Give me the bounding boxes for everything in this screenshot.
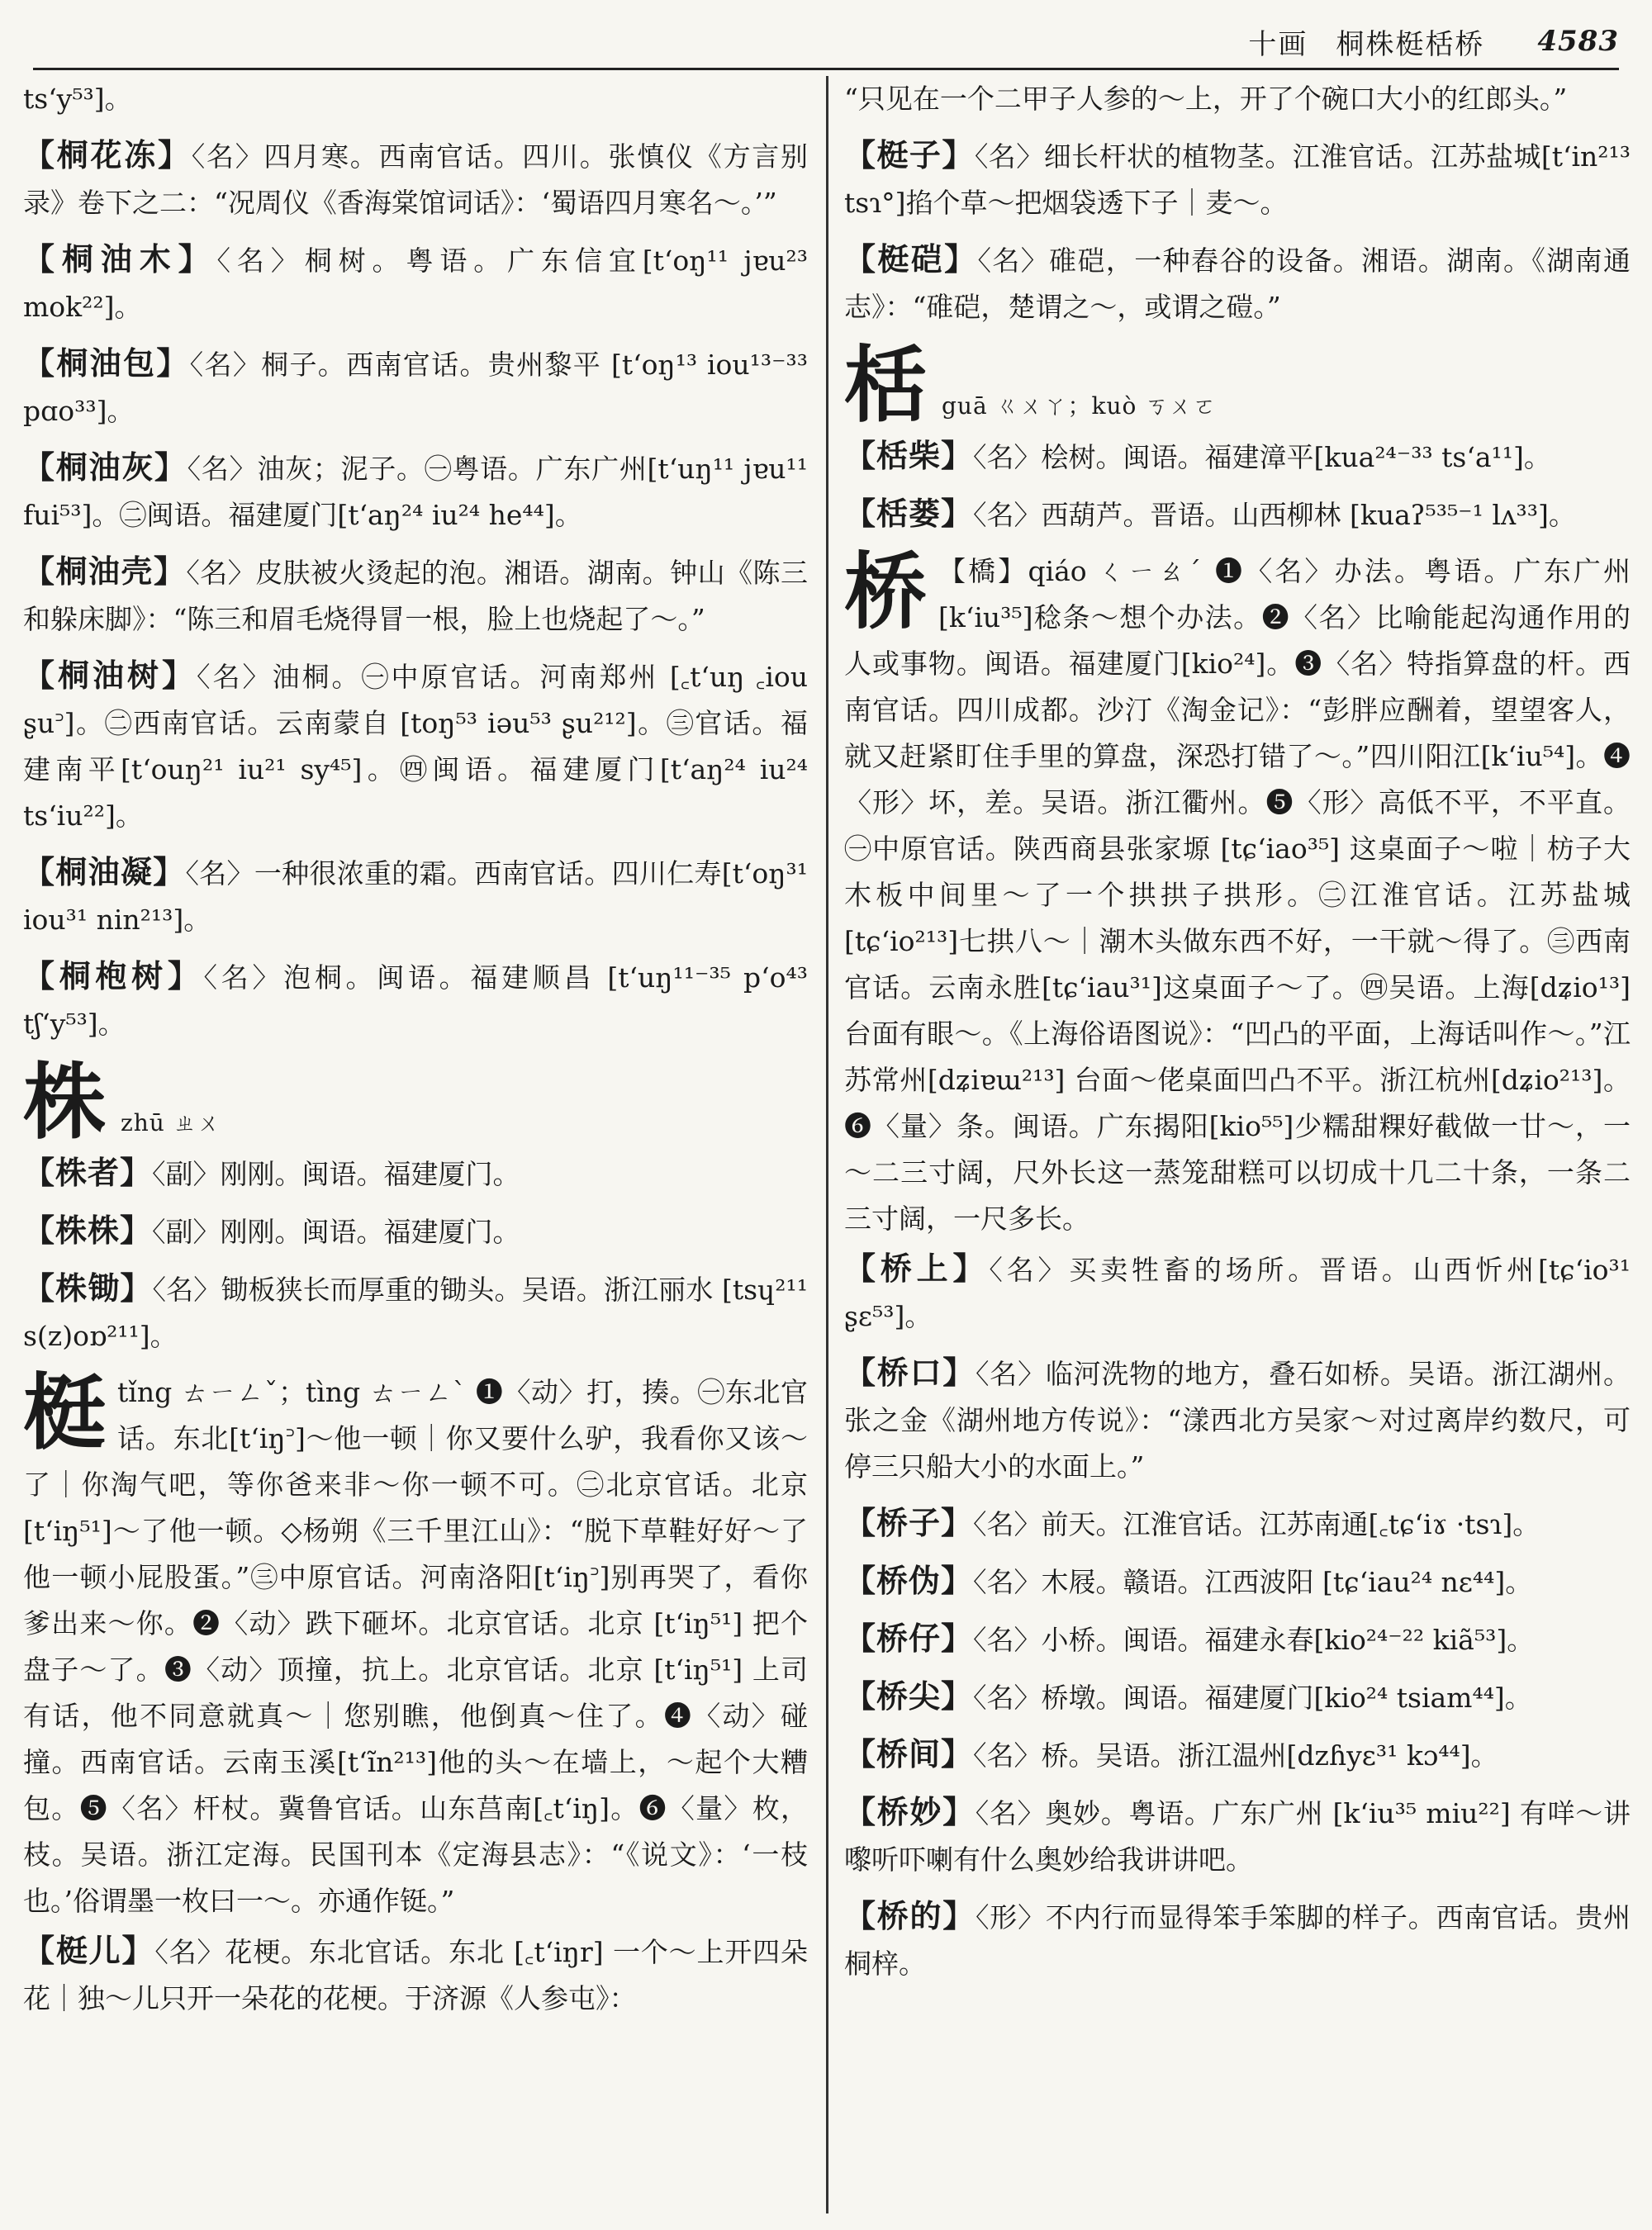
entry-lemma: 【桐油树】	[23, 657, 197, 694]
entry-qiao-de	[844, 1893, 1631, 1987]
entry-lemma: 【梃儿】	[23, 1932, 155, 1969]
entry-tong-you-hui	[23, 444, 808, 539]
entry-definition: 〈形〉不内行而显得笨手笨脚的样子。西南官话。贵州桐梓。	[844, 1901, 1631, 1980]
entry-ting-er	[23, 1928, 808, 2022]
entry-lemma: 【桥仔】	[844, 1620, 974, 1657]
entry-lemma: 【栝柴】	[844, 437, 974, 474]
continuation-text: “只见在一个二甲子人参的～上，开了个碗口大小的红郎头。”	[844, 83, 1568, 115]
headword-pronunciation: zhū ㄓㄨ	[121, 1109, 221, 1136]
entry-gua-chai	[844, 433, 1631, 481]
entry-lemma: 【桥口】	[844, 1354, 976, 1391]
entry-qiao-shang	[844, 1245, 1631, 1340]
continuation-text: ts‘y⁵³]。	[23, 83, 132, 115]
entry-definition: 〈名〉前天。江淮官话。江苏南通[꜀tɕ‘iɤ ·tsɿ]。	[973, 1508, 1540, 1540]
left-column	[23, 76, 808, 2210]
headword-ting	[23, 1364, 808, 1924]
entry-definition: 〈名〉桐子。西南官话。贵州黎平 [t‘oŋ¹³ iou¹³⁻³³ pɑo³³]。	[23, 349, 808, 427]
entry-zhu-zhu	[23, 1208, 808, 1255]
entry-lemma: 【桐油灰】	[23, 448, 188, 486]
entry-definition: 〈名〉一种很浓重的霜。西南官话。四川仁寿[t‘oŋ³¹ iou³¹ nin²¹³]。	[23, 857, 808, 936]
running-header	[33, 17, 1619, 66]
headword-character: 株	[23, 1053, 106, 1151]
entry-lemma: 【株者】	[23, 1154, 153, 1191]
entry-definition: 〈名〉皮肤被火烫起的泡。湘语。湖南。钟山《陈三和躲床脚》：“陈三和眉毛烧得冒一根，脸上也烧起了～。”	[23, 557, 808, 635]
entry-qiao-miao	[844, 1789, 1631, 1883]
entry-zhu-zhe	[23, 1150, 808, 1198]
entry-lemma: 【桐枹树】	[23, 957, 204, 994]
entry-definition: 〈名〉桥墩。闽语。福建厦门[kio²⁴ tsiam⁴⁴]。	[973, 1682, 1532, 1714]
entry-lemma: 【桥尖】	[844, 1677, 974, 1715]
headword-zhu	[23, 1053, 808, 1151]
entry-lemma: 【桐油凝】	[23, 853, 186, 890]
entry-qiao-kou	[844, 1350, 1631, 1490]
headword-pronunciation: guā ㄍㄨㄚ；kuò ㄎㄨㄛ	[942, 392, 1218, 420]
column-divider	[826, 76, 828, 2213]
headword-definition: 【橋】qiáo ㄑㄧㄠˊ ❶〈名〉办法。粤语。广东广州[k‘iu³⁵]稔条～想个办法。❷〈名〉比喻能起沟通作用的人或事物。闽语。福建厦门[kio²⁴]。❸〈名〉特指算盘的杆。西南官话。四川成都。沙汀《淘金记》：“彭胖应酬着，望望客人，就又赶紧盯住手里的算盘，深恐打错了～。”四川阳江[k‘iu⁵⁴]。❹〈形〉坏，差。吴语。浙江衢州。❺〈形〉高低不平，不平直。㊀中原官话。陕西商县张家塬 [tɕ‘iao³⁵] 这桌面子～啦｜枋子大木板中间里～了一个拱拱子拱形。㊁江淮官话。江苏盐城[tɕ‘io²¹³]七拱八～｜潮木头做东西不好，一干就～得了。㊂西南官话。云南永胜[tɕ‘iau³¹]这桌面子～了。㊃吴语。上海[dʑio¹³]台面有眼～。《上海俗语图说》：“凹凸的平面，上海话叫作～。”江苏常州[dʑiɐɯ²¹³] 台面～佬桌面凹凸不平。浙江杭州[dʑio²¹³]。❻〈量〉条。闽语。广东揭阳[kio⁵⁵]少糯甜粿好截做一廿～，一～二三寸阔，尺外长这一蒸笼甜糕可以切成十几二十条，一条二三寸阔，一尺多长。	[844, 555, 1631, 1235]
entry-lemma: 【梃硙】	[844, 240, 978, 278]
header-rule	[33, 68, 1619, 70]
entry-qiao-jian	[844, 1731, 1631, 1779]
entry-gua-lou	[844, 491, 1631, 539]
entry-definition: 〈名〉四月寒。西南官话。四川。张慎仪《方言别录》卷下之二：“况周仪《香海棠馆词话》：‘蜀语四月寒名～。’”	[23, 140, 808, 219]
entry-zhu-chu	[23, 1265, 808, 1359]
entry-lemma: 【桥妙】	[844, 1793, 976, 1830]
entry-definition: 〈名〉细长杆状的植物茎。江淮官话。江苏盐城[t‘in²¹³ tsɿ°]掐个草～把烟袋透下子｜麦～。	[844, 140, 1631, 219]
entry-definition: 〈名〉桥。吴语。浙江温州[dzɦyɛ³¹ kɔ⁴⁴]。	[973, 1739, 1498, 1772]
entry-definition: 〈名〉木屐。赣语。江西波阳 [tɕ‘iau²⁴ nɛ⁴⁴]。	[973, 1566, 1533, 1598]
entry-definition: 〈副〉刚刚。闽语。福建厦门。	[152, 1158, 520, 1190]
entry-tong-you-ning	[23, 849, 808, 943]
entry-lemma: 【桥间】	[844, 1735, 974, 1772]
entry-tong-you-ke	[23, 548, 808, 643]
entry-definition: 〈副〉刚刚。闽语。福建厦门。	[152, 1216, 520, 1248]
right-column	[844, 76, 1631, 2210]
entry-lemma: 【株锄】	[23, 1269, 153, 1307]
entry-qiao-jian-pier	[844, 1673, 1631, 1721]
entry-definition: 〈名〉桐树。粤语。广东信宜[t‘oŋ¹¹ jɐu²³ mok²²]。	[23, 244, 808, 323]
entry-lemma: 【桐油壳】	[23, 553, 187, 590]
entry-tong-pao-shu	[23, 953, 808, 1047]
entry-definition: 〈名〉锄板狭长而厚重的锄头。吴语。浙江丽水 [tsɥ²¹¹ s(z)oɒ²¹¹]。	[23, 1274, 808, 1352]
entry-qiao-zi	[844, 1500, 1631, 1548]
entry-definition: 〈名〉买卖牲畜的场所。晋语。山西忻州[tɕ‘io³¹ ʂɛ⁵³]。	[844, 1254, 1631, 1332]
entry-ting-zi	[844, 132, 1631, 226]
entry-tong-you-mu	[23, 236, 808, 330]
entry-definition: 〈名〉油灰；泥子。㊀粤语。广东广州[t‘uŋ¹¹ jɐu¹¹ fui⁵³]。㊁闽语。福建厦门[t‘aŋ²⁴ iu²⁴ he⁴⁴]。	[23, 453, 808, 531]
headword-gua	[844, 336, 1631, 434]
entry-ting-wei	[844, 236, 1631, 330]
entry-lemma: 【桐花冻】	[23, 136, 192, 173]
headword-definition: tǐng ㄊㄧㄥˇ；tìng ㄊㄧㄥˋ ❶〈动〉打，揍。㊀东北官话。东北[t‘iŋ꜄]～他一顿｜你又要什么驴，我看你又该～了｜你淘气吧，等你爸来非～你一顿不可。㊁北京官话。北京[t‘iŋ⁵¹]～了他一顿。◇杨朔《三千里江山》：“脱下草鞋好好～了他一顿小屁股蛋。”㊂中原官话。河南洛阳[t‘iŋ꜄]别再哭了，看你爹出来～你。❷〈动〉跌下砸坏。北京官话。北京 [t‘iŋ⁵¹] 把个盘子～了。❸〈动〉顶撞，抗上。北京官话。北京 [t‘iŋ⁵¹] 上司有话，他不同意就真～｜您别瞧，他倒真～住了。❹〈动〉碰撞。西南官话。云南玉溪[t‘ĩn²¹³]他的头～在墙上，～起个大糟包。❺〈名〉杆杖。冀鲁官话。山东莒南[꜀t‘iŋ]。❻〈量〉枚，枝。吴语。浙江定海。民国刊本《定海县志》：“《说文》：‘一枝也。’俗谓墨一枚曰一～。亦通作铤。”	[23, 1376, 808, 1917]
page-number: 4583	[1537, 25, 1619, 58]
entry-definition: 〈名〉临河洗物的地方，叠石如桥。吴语。浙江湖州。张之金《湖州地方传说》：“漾西北方吴家～对过离岸约数尺，可停三只船大小的水面上。”	[844, 1358, 1631, 1483]
entry-definition: 〈名〉桧树。闽语。福建漳平[kua²⁴⁻³³ ts‘a¹¹]。	[973, 441, 1551, 473]
headword-character: 桥	[844, 543, 927, 640]
entry-lemma: 【梃子】	[844, 136, 975, 173]
entry-lemma: 【桥的】	[844, 1897, 976, 1934]
entry-lemma: 【桐油包】	[23, 344, 190, 382]
entry-lemma: 【株株】	[23, 1212, 153, 1249]
entry-lemma: 【桥子】	[844, 1504, 974, 1541]
page-characters: 桐株梃栝桥	[1336, 27, 1485, 61]
section-label: 十画	[1248, 27, 1308, 61]
entry-tong-hua-dong	[23, 132, 808, 226]
entry-tong-you-shu	[23, 652, 808, 839]
entry-lemma: 【桥伪】	[844, 1562, 974, 1599]
entry-tong-you-bao	[23, 340, 808, 434]
entry-definition: 〈名〉花梗。东北官话。东北 [꜀t‘iŋr] 一个～上开四朵花｜独～儿只开一朵花的花梗。于济源《人参屯》：	[23, 1936, 808, 2014]
entry-definition: 〈名〉奥妙。粤语。广东广州 [k‘iu³⁵ miu²²] 有咩～讲嚟听吓喇有什么奥妙给我讲讲吧。	[844, 1797, 1631, 1876]
entry-qiao-zai	[844, 1616, 1631, 1663]
entry-lemma: 【桐油木】	[23, 240, 217, 278]
entry-definition: 〈名〉泡桐。闽语。福建顺昌 [t‘uŋ¹¹⁻³⁵ p‘o⁴³ tʃ‘y⁵³]。	[23, 961, 808, 1040]
headword-qiao	[844, 543, 1631, 1242]
entry-definition: 〈名〉小桥。闽语。福建永春[kio²⁴⁻²² kiã⁵³]。	[973, 1624, 1535, 1656]
entry-lemma: 【桥上】	[844, 1250, 990, 1287]
entry-definition: 〈名〉碓硙，一种舂谷的设备。湘语。湖南。《湖南通志》：“碓硙，楚谓之～，或谓之磑。”	[844, 244, 1631, 323]
headword-character: 栝	[844, 336, 927, 434]
entry-qiao-wei	[844, 1558, 1631, 1606]
entry-definition: 〈名〉油桐。㊀中原官话。河南郑州 [꜀t‘uŋ ꜀iou ʂu꜄]。㊁西南官话。云南蒙自 [toŋ⁵³ iəu⁵³ ʂu²¹²]。㊂官话。福建南平[t‘ouŋ²¹ iu²¹ sy⁴⁵]。㊃闽语。福建厦门[t‘aŋ²⁴ iu²⁴ ts‘iu²²]。	[23, 661, 808, 832]
entry-definition: 〈名〉西葫芦。晋语。山西柳林 [kuaʔ⁵³⁵⁻¹ lʌ³³]。	[973, 499, 1576, 531]
headword-character: 梃	[23, 1364, 106, 1461]
entry-lemma: 【栝蒌】	[844, 495, 974, 532]
